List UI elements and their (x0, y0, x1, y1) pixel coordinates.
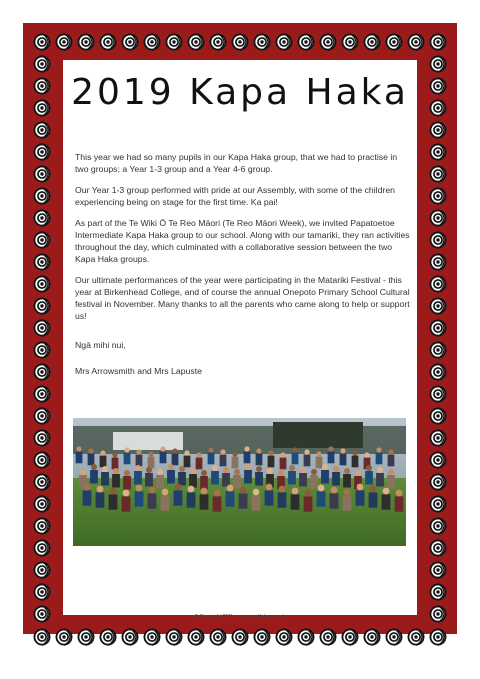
koru-spiral-icon (430, 56, 447, 73)
koru-spiral-icon (232, 34, 249, 51)
koru-spiral-icon (320, 34, 337, 51)
koru-spiral-icon (78, 629, 95, 646)
paragraph-assembly: Our Year 1-3 group performed with pride at our Assembly, with some of the children experiencing being on stage for the first time. Ka pai! (75, 185, 395, 207)
koru-spiral-icon (34, 584, 51, 601)
koru-spiral-icon (144, 629, 161, 646)
page-title: 2019 Kapa Haka (71, 72, 409, 113)
koru-spiral-icon (34, 386, 51, 403)
paragraph-te-reo-week: As part of the Te Wiki Ō Te Reo Māori (Te Reo Māori Week), we invited Papatoetoe Intermediate Kapa Haka group to our school. Along with our tamariki, they ran activities throughout the day, which culminated with a collaborative session between the two Kapa Haka groups. (75, 218, 410, 264)
koru-spiral-icon (188, 629, 205, 646)
koru-spiral-icon (430, 188, 447, 205)
koru-spiral-icon (232, 629, 249, 646)
koru-spiral-icon (386, 34, 403, 51)
koru-spiral-icon (34, 210, 51, 227)
koru-spiral-icon (34, 629, 51, 646)
koru-spiral-icon (34, 430, 51, 447)
koru-spiral-icon (210, 34, 227, 51)
koru-spiral-icon (34, 276, 51, 293)
koru-spiral-icon (122, 34, 139, 51)
koru-spiral-icon (430, 408, 447, 425)
koru-spiral-icon (298, 34, 315, 51)
koru-spiral-icon (430, 144, 447, 161)
group-photo (73, 418, 406, 546)
koru-spiral-icon (34, 254, 51, 271)
koru-spiral-icon (34, 518, 51, 535)
koru-spiral-icon (342, 629, 359, 646)
koru-spiral-icon (34, 408, 51, 425)
koru-spiral-icon (430, 518, 447, 535)
closing-greeting: Ngā mihi nui, (75, 340, 126, 350)
koru-spiral-icon (430, 320, 447, 337)
koru-spiral-icon (320, 629, 337, 646)
koru-spiral-icon (430, 254, 447, 271)
koru-spiral-icon (430, 386, 447, 403)
koru-spiral-icon (122, 629, 139, 646)
koru-spiral-icon (100, 629, 117, 646)
signature: Mrs Arrowsmith and Mrs Lapuste (75, 366, 202, 376)
koru-spiral-icon (34, 78, 51, 95)
koru-spiral-icon (430, 34, 447, 51)
koru-spiral-icon (430, 474, 447, 491)
paragraph-performances: Our ultimate performances of the year were participating in the Matariki Festival - this year at Birkenhead College, and of course the annual Onepoto Primary School Cultural festival in November. Many thanks to all the parents who came along to help or support us! (75, 275, 410, 321)
koru-spiral-icon (34, 474, 51, 491)
koru-spiral-icon (430, 210, 447, 227)
koru-spiral-icon (34, 342, 51, 359)
koru-spiral-icon (34, 34, 51, 51)
koru-spiral-icon (276, 629, 293, 646)
paragraph-groups: This year we had so many pupils in our Kapa Haka group, that we had to practise in two groups; a Year 1-3 group and a Year 4-6 group. (75, 152, 398, 174)
koru-spiral-icon (430, 232, 447, 249)
koru-spiral-icon (430, 540, 447, 557)
koru-spiral-icon (34, 452, 51, 469)
koru-spiral-icon (254, 629, 271, 646)
koru-spiral-icon (430, 562, 447, 579)
koru-spiral-icon (210, 629, 227, 646)
koru-spiral-icon (430, 364, 447, 381)
koru-spiral-icon (34, 540, 51, 557)
koru-spiral-icon (430, 122, 447, 139)
koru-spiral-icon (34, 496, 51, 513)
koru-spiral-icon (364, 629, 381, 646)
koru-spiral-icon (34, 56, 51, 73)
koru-spiral-icon (56, 629, 73, 646)
koru-spiral-icon (430, 452, 447, 469)
group-photo-image (73, 418, 406, 546)
koru-spiral-icon (430, 430, 447, 447)
koru-spiral-icon (276, 34, 293, 51)
koru-spiral-icon (34, 298, 51, 315)
koru-spiral-icon (254, 34, 271, 51)
koru-spiral-icon (166, 34, 183, 51)
koru-spiral-icon (34, 320, 51, 337)
koru-spiral-icon (430, 342, 447, 359)
koru-spiral-icon (78, 34, 95, 51)
koru-spiral-icon (56, 34, 73, 51)
koru-spiral-icon (100, 34, 117, 51)
koru-spiral-icon (430, 584, 447, 601)
koru-spiral-icon (430, 276, 447, 293)
koru-spiral-icon (430, 100, 447, 117)
koru-spiral-icon (298, 629, 315, 646)
article-body (75, 151, 411, 331)
koru-spiral-icon (144, 34, 161, 51)
koru-spiral-icon (342, 34, 359, 51)
koru-spiral-icon (386, 629, 403, 646)
koru-spiral-icon (408, 629, 425, 646)
koru-spiral-icon (430, 166, 447, 183)
copyright-notice: © Copyright 2011, www.sparklebox.co.uk (194, 614, 286, 620)
koru-spiral-icon (34, 232, 51, 249)
koru-spiral-icon (34, 188, 51, 205)
koru-spiral-icon (34, 166, 51, 183)
koru-spiral-icon (34, 100, 51, 117)
koru-spiral-icon (430, 298, 447, 315)
koru-spiral-icon (34, 562, 51, 579)
koru-spiral-icon (430, 496, 447, 513)
koru-spiral-icon (34, 122, 51, 139)
koru-spiral-icon (34, 364, 51, 381)
koru-spiral-icon (430, 629, 447, 646)
koru-spiral-icon (34, 144, 51, 161)
koru-spiral-icon (430, 78, 447, 95)
koru-spiral-icon (188, 34, 205, 51)
koru-spiral-icon (364, 34, 381, 51)
koru-spiral-icon (166, 629, 183, 646)
koru-spiral-icon (408, 34, 425, 51)
